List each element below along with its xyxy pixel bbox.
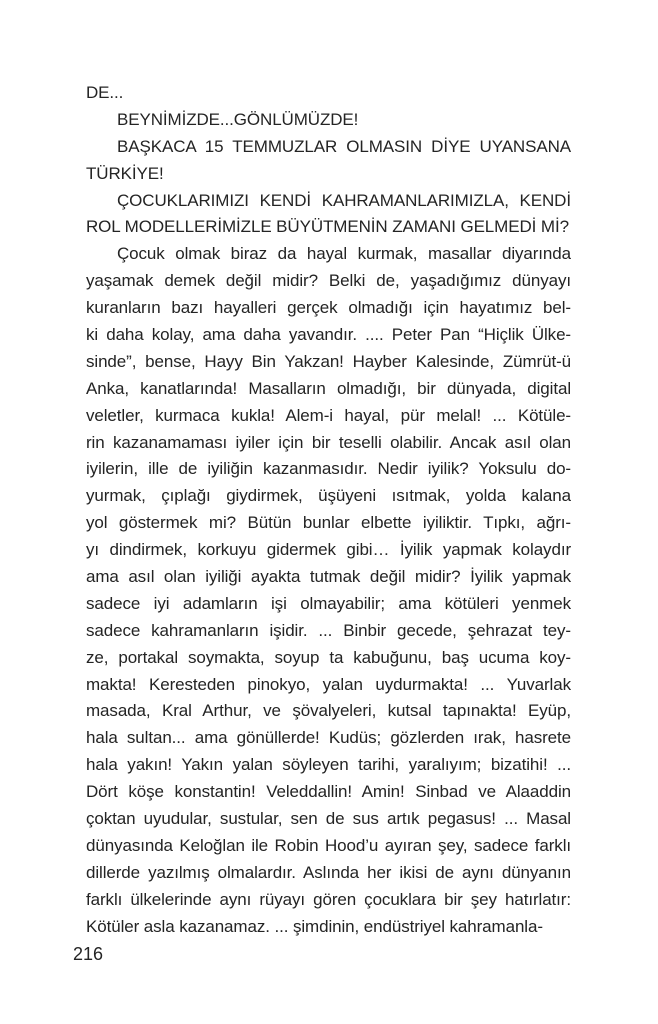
text-line: ÇOCUKLARIMIZI KENDİ KAHRAMANLARIMIZLA, KENDİ: [117, 190, 571, 210]
text-line: iyilerin, ille de iyiliğin kazanmasıdır. Nedir iyilik? Yoksulu do-: [86, 459, 571, 479]
text-line: ki daha kolay, ama daha yavandır. .... Peter Pan “Hiçlik Ülke-: [86, 325, 571, 345]
text-line: yı dindirmek, korkuyu gidermek gibi… İyilik yapmak kolaydır: [86, 540, 571, 560]
text-line: TÜRKİYE!: [86, 163, 164, 183]
text-line: Dört köşe konstantin! Veleddallin! Amin! Sinbad ve Alaaddin: [86, 782, 571, 802]
text-line: sadece iyi adamların işi olmayabilir; ama kötüleri yenmek: [86, 593, 571, 613]
text-line: veletler, kurmaca kukla! Alem-i hayal, pür melal! ... Kötüle-: [86, 405, 571, 425]
text-line: BAŞKACA 15 TEMMUZLAR OLMASIN DİYE UYANSANA: [117, 136, 571, 156]
text-line: yurmak, çıplağı giydirmek, üşüyeni ısıtmak, yolda kalana: [86, 486, 571, 506]
text-line: DE...: [86, 83, 124, 102]
text-line: sinde”, bense, Hayy Bin Yakzan! Hayber Kalesinde, Zümrüt-ü: [86, 351, 571, 371]
text-line: yaşamak demek değil midir? Belki de, yaşadığımız dünyayı: [86, 271, 571, 291]
text-line: dünyasında Keloğlan ile Robin Hood’u ayıran şey, sadece farklı: [86, 835, 571, 855]
text-line: sadece kahramanların işidir. ... Binbir gecede, şehrazat tey-: [86, 620, 571, 640]
text-line: farklı ülkelerinde aynı rüyayı gören çocuklara bir şey hatırlatır:: [86, 889, 571, 909]
text-line: Çocuk olmak biraz da hayal kurmak, masallar diyarında: [117, 244, 571, 264]
text-line: Anka, kanatlarında! Masalların olmadığı, bir dünyada, digital: [86, 378, 571, 398]
text-line: hala sultan... ama gönüllerde! Kudüs; gözlerden ırak, hasrete: [86, 728, 571, 748]
text-line: ROL MODELLERİMİZLE BÜYÜTMENİN ZAMANI GELMEDİ Mİ?: [86, 217, 569, 237]
text-line: dillerde yazılmış olmalardır. Aslında her ikisi de aynı dünyanın: [86, 862, 571, 882]
page-number: 216: [73, 944, 104, 964]
text-line: rin kazanamaması iyiler için bir teselli olabilir. Ancak asıl olan: [86, 432, 571, 452]
text-line: hala yakın! Yakın yalan söyleyen tarihi, yaralıyım; bizatihi! ...: [86, 755, 571, 775]
text-line: makta! Keresteden pinokyo, yalan uydurmakta! ... Yuvarlak: [86, 674, 571, 694]
book-page-text: [86, 80, 571, 941]
text-line: kuranların bazı hayalleri gerçek olmadığı için hayatımız bel-: [86, 298, 571, 318]
text-line: yol göstermek mi? Bütün bunlar elbette iyiliktir. Tıpkı, ağrı-: [86, 513, 571, 533]
text-line: BEYNİMİZDE...GÖNLÜMÜZDE!: [117, 109, 359, 129]
text-line: çoktan uyudular, sustular, sen de sus artık pegasus! ... Masal: [86, 809, 571, 829]
text-line: ze, portakal soymakta, soyup ta kabuğunu, baş ucuma koy-: [86, 647, 571, 667]
text-line: ama asıl olan iyiliği ayakta tutmak değil midir? İyilik yapmak: [86, 567, 571, 587]
text-line: Kötüler asla kazanamaz. ... şimdinin, endüstriyel kahramanla-: [86, 916, 543, 936]
text-line: masada, Kral Arthur, ve şövalyeleri, kutsal tapınakta! Eyüp,: [86, 701, 571, 721]
